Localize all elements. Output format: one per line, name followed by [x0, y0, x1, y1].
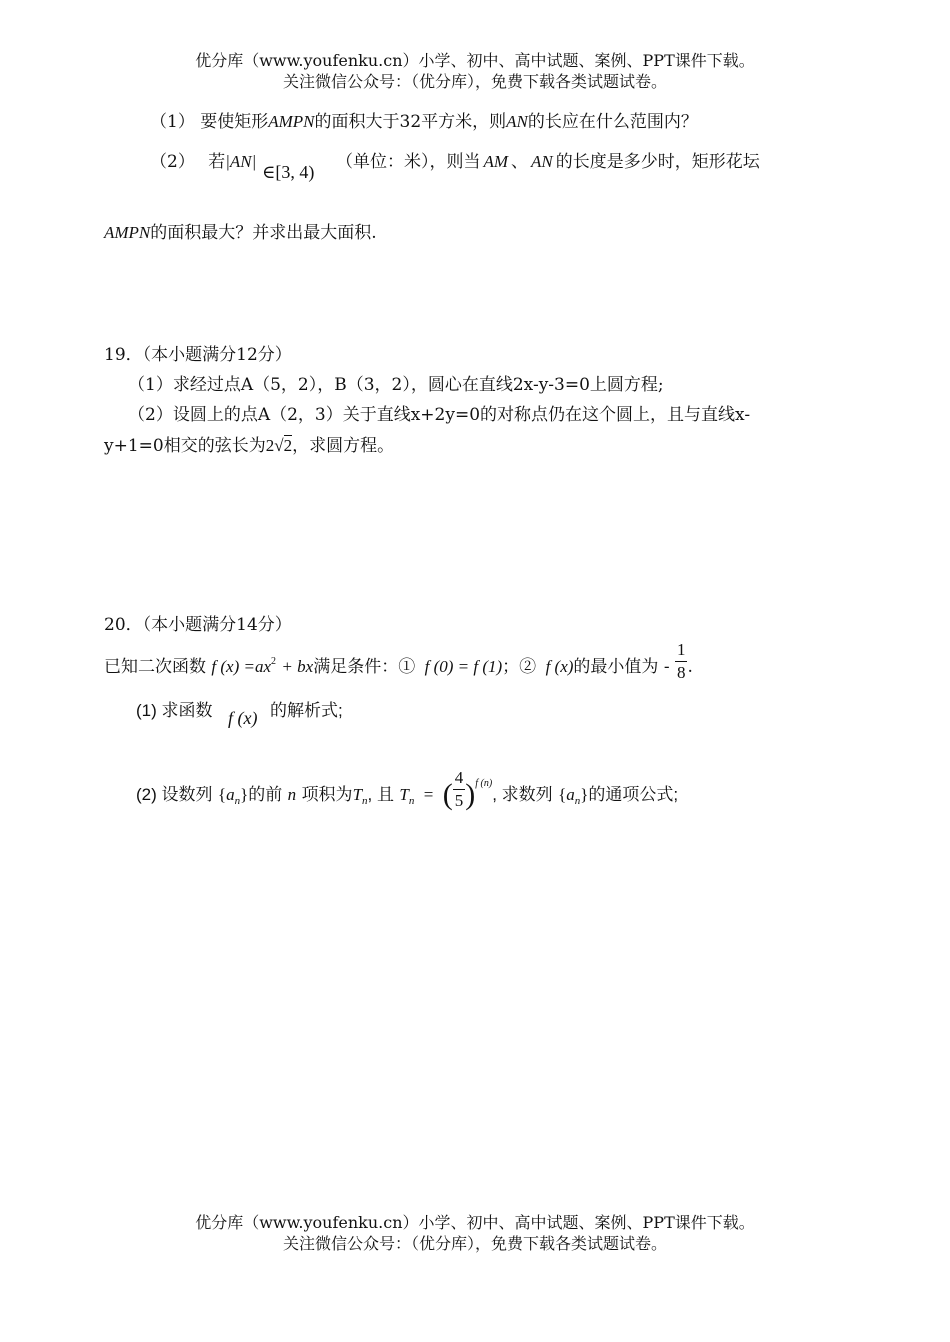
q20-condition-2-func: f (x) [545, 657, 574, 676]
q18-part1 [150, 107, 698, 132]
q18-var-am: AM [483, 152, 509, 171]
header-line-1: 优分库（www.youfenku.cn）小学、初中、高中试题、案例、PPT课件下载。 [195, 51, 755, 70]
q20-frac-denominator: 8 [676, 663, 686, 682]
q20-exponent-fn: f (n) [475, 778, 493, 789]
q20-intro-text: 已知二次函数 [104, 657, 206, 677]
q20-t: T [352, 785, 363, 804]
q20-part2-text-c: 项积为 [301, 785, 353, 804]
q18-var-ampn-2: AMPN [104, 223, 151, 242]
q20-t-2: T [399, 785, 409, 804]
q20-seq-n-2: n [574, 795, 581, 807]
q20-part1 [136, 696, 213, 721]
q19-sqrt-radicand: 2 [283, 436, 293, 455]
q18-part1-text-a: 要使矩形 [200, 112, 269, 132]
q19-part2-line2 [104, 431, 394, 456]
q19-title: 19．（本小题满分12分） [104, 345, 292, 365]
q20-condition-sep: ；② [502, 657, 537, 677]
q20-condition-1: f (0) = f (1) [424, 657, 503, 676]
q20-var-tn [352, 785, 368, 807]
q20-func-def: f (x) =ax [211, 657, 272, 676]
q20-part1-func: f (x) [228, 708, 258, 728]
q20-fraction-four-fifths [453, 767, 466, 812]
q20-intro [104, 640, 693, 684]
q20-exponent: 2 [271, 656, 277, 667]
q20-part2-text-a: (2) 设数列 [136, 785, 213, 804]
q20-condition-2-text: 的最小值为 - [573, 657, 670, 677]
q20-seq-an-1: $\{a_n\}$ [217, 785, 249, 807]
q18-part1-text-b: 的面积大于32平方米，则 [314, 112, 507, 132]
footer-line-1: 优分库（www.youfenku.cn）小学、初中、高中试题、案例、PPT课件下载。 [195, 1213, 755, 1232]
q20-left-paren: ( [442, 778, 453, 811]
q18-part2-unit: （单位：米），则当 [336, 152, 481, 172]
q20-seq-an-2: $\{a_n\}$ [558, 785, 589, 807]
q20-seq-n: n [234, 795, 241, 807]
q18-part2-rest [336, 147, 760, 172]
q20-t-sub-n-2: n [408, 795, 415, 807]
q20-frac2-denominator: 5 [454, 791, 464, 810]
q20-right-paren: ) [465, 778, 476, 811]
q18-interval: ∈[3, 4) [262, 162, 315, 182]
q20-frac-numerator: 1 [675, 639, 688, 662]
q19-part1: （1）求经过点A（5，2），B（3，2），圆心在直线2x-y-3=0上圆方程; [128, 375, 664, 395]
q20-part2-text-e: , 求数列 [492, 785, 553, 804]
q20-fraction-one-eighth [675, 639, 688, 684]
q18-part2-ruo: 若 [208, 152, 226, 172]
footer-line-2: 关注微信公众号：（优分库），免费下载各类试题试卷。 [282, 1234, 667, 1253]
header-line-2: 关注微信公众号：（优分库），免费下载各类试题试卷。 [282, 72, 667, 91]
q20-frac2-numerator: 4 [453, 767, 466, 790]
q20-period: . [687, 657, 693, 677]
q18-part2-text-post: 的长度是多少时，矩形花坛 [555, 152, 760, 172]
q18-part2-number: （2） [150, 152, 195, 172]
q20-title: 20．（本小题满分14分） [104, 615, 292, 635]
q18-part1-text-c: 的长应在什么范围内？ [527, 112, 698, 132]
q18-var-an: AN [506, 112, 528, 131]
q19-part2-line1: （2）设圆上的点A（2，3）关于直线x+2y=0的对称点仍在这个圆上，且与直线x- [128, 405, 751, 425]
q19-part2-text-b: ，求圆方程。 [292, 436, 395, 456]
q18-var-ampn: AMPN [268, 112, 315, 131]
q18-var-an-2: AN [531, 152, 553, 171]
q20-part2-text-d: , 且 [367, 785, 394, 804]
q19-sqrt-expression [266, 435, 292, 455]
q20-t-sub-n: n [362, 795, 368, 807]
q19-sqrt-coefficient: 2 [265, 436, 275, 455]
q20-conditions-label: 满足条件：① [313, 657, 416, 677]
q20-var-n: n [287, 785, 297, 804]
q20-func-bx: + bx [281, 657, 314, 676]
q20-part1-text-a: (1) 求函数 [136, 701, 213, 720]
q18-abs-an: |AN| [225, 152, 257, 171]
q18-separator: 、 [511, 152, 529, 172]
q18-part1-number: （1） [150, 112, 195, 132]
q20-equals: = [423, 785, 434, 804]
q18-part2-cont-text: 的面积最大？并求出最大面积. [150, 223, 377, 243]
q20-part1-text-b: 的解析式; [270, 701, 343, 720]
q20-seq-a-2: a [566, 785, 575, 804]
q18-part2-continuation [104, 218, 377, 243]
q20-part2-text-f: 的通项公式; [588, 785, 679, 804]
q20-var-tn-2 [399, 785, 415, 807]
q20-seq-a: a [226, 785, 235, 804]
q19-radical-icon: √ [274, 436, 284, 455]
q20-part2 [136, 768, 679, 813]
q20-part2-text-b: 的前 [248, 785, 283, 804]
q18-part2 [150, 147, 256, 172]
q19-part2-text-a: y+1=0相交的弦长为 [104, 436, 266, 456]
